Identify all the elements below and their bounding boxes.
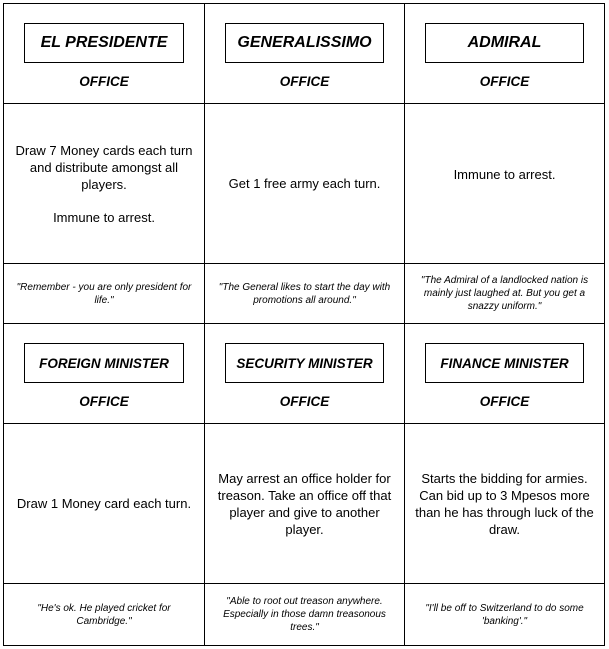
card-header: [4, 4, 204, 104]
card-quote: "I'll be off to Switzerland to do some 'banking'.": [425, 602, 584, 627]
card-ability: [4, 424, 204, 584]
ability-text: Immune to arrest.: [453, 167, 556, 182]
office-label: OFFICE: [479, 74, 530, 89]
card-header: [205, 324, 404, 424]
card-ability: [205, 424, 404, 584]
card-ability: [4, 104, 204, 264]
office-label: OFFICE: [279, 74, 330, 89]
ability-text: Draw 1 Money card each turn.: [16, 496, 192, 511]
office-label: OFFICE: [279, 394, 330, 409]
ability-text: May arrest an office holder for treason. Take an office off that player and give to another player.: [217, 470, 392, 537]
card-ability: [405, 104, 604, 264]
card-admiral: [405, 4, 604, 324]
office-label: OFFICE: [479, 394, 530, 409]
card-title: FOREIGN MINISTER: [24, 343, 184, 383]
card-header: [405, 4, 604, 104]
card-title: GENERALISSIMO: [225, 23, 384, 63]
card-header: [4, 324, 204, 424]
card-title: SECURITY MINISTER: [225, 343, 384, 383]
card-quote: "The Admiral of a landlocked nation is mainly just laughed at. But you get a snazzy uniform.": [420, 275, 589, 312]
card-generalissimo: [205, 4, 405, 324]
office-label: OFFICE: [79, 394, 129, 409]
office-label: OFFICE: [79, 74, 129, 89]
card-title: FINANCE MINISTER: [425, 343, 584, 383]
card-title: ADMIRAL: [425, 23, 584, 63]
ability-text: Immune to arrest.: [53, 209, 155, 225]
card-header: [205, 4, 404, 104]
ability-text: Starts the bidding for armies. Can bid up to 3 Mpesos more than he has through luck of the draw.: [415, 470, 594, 537]
office-cards-sheet: [3, 3, 605, 646]
card-foreign-minister: [4, 324, 205, 645]
card-ability: [205, 104, 404, 264]
card-el-presidente: [4, 4, 205, 324]
ability-text: Draw 7 Money cards each turn and distribute amongst all players.: [15, 142, 193, 192]
card-header: [405, 324, 604, 424]
card-finance-minister: [405, 324, 604, 645]
card-security-minister: [205, 324, 405, 645]
ability-text: Get 1 free army each turn.: [228, 176, 381, 191]
card-ability: [405, 424, 604, 584]
card-quote: "The General likes to start the day with promotions all around.": [218, 281, 391, 306]
card-title: EL PRESIDENTE: [24, 23, 184, 63]
card-quote: "He's ok. He played cricket for Cambridge.": [37, 602, 171, 627]
card-quote: "Able to root out treason anywhere. Especially in those damn treasonous trees.": [223, 596, 386, 633]
card-quote: "Remember - you are only president for life.": [16, 281, 192, 306]
